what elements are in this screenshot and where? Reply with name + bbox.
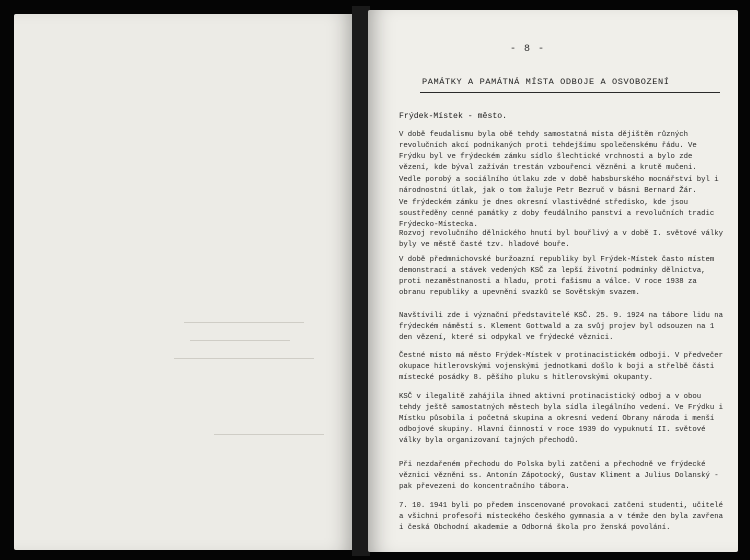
section-subheading: Frýdek-Místek - město. [399,112,508,121]
paragraph: 7. 10. 1941 byli po předem inscenované provokaci zatčeni studenti, učitelé a všichni profesoři místeckého českého gymnasia a v témže den byla zavřena i česká Obchodní akademie a Odborná škola pro ženská povolání. [399,502,724,532]
heading-underline [420,92,720,93]
page-number: - 8 - [510,44,546,55]
bleed-through-line [190,340,290,341]
bleed-through-line [184,322,304,323]
bleed-through-line [174,358,314,359]
page-heading: PAMÁTKY A PAMÁTNÁ MÍSTA ODBOJE A OSVOBOZENÍ [422,77,670,87]
paragraph: V době předmnichovské buržoazní republiky byl Frýdek-Místek často místem demonstrací a stávek vedených KSČ za lepší životní podmínky dělnictva, proti nezaměstnanosti a hladu, proti fašismu a válce. V roce 1938 za obranu republiky a upevnění svazků se Sovětským svazem. [399,256,715,297]
paragraph: KSČ v ilegalitě zahájila ihned aktivní protinacistický odboj a v obou tehdy ještě samostatných městech byla sídla ilegálního vedení. Ve Frýdku i Místku působila i početná skupina a okresní vedení Obrany národa i menší odbojové skupiny. Hlavní činností v roce 1939 do vypuknutí II. světové války byla organizovaní tajných přechodů. [399,393,724,445]
paragraph: Navštívili zde i význační představitelé KSČ. 25. 9. 1924 na tábore lidu na frýdeckém náměstí s. Klement Gottwald a za svůj projev byl odsouzen na 1 den vězení, které si odpykal ve frýdecké věznici. [399,312,724,342]
paragraph: Vedle porobý a sociálního útlaku zde v době habsburského mocnářství byl i národnostní útlak, jak o tom žaluje Petr Bezruč v básni Bernard Žár. [399,176,719,195]
paragraph: Čestné místo má město Frýdek-Místek v protinacistickém odboji. V předvečer okupace hitlerovskými vojenskými jednotkami došlo k boji a střelbě části místecké posádky 8. pěšího pluku s hitlerovskými okupanty. [399,352,724,382]
paragraph: Rozvoj revolučního dělnického hnutí byl bouřlivý a v době I. světové války byly ve městě časté tzv. hladové bouře. [399,230,724,249]
bleed-through-line [214,434,324,435]
paragraph: Při nezdařeném přechodu do Polska byli zatčeni a přechodně ve frýdecké věznici vězněni ss. Antonín Zápotocký, Gustav Kliment a Julius Dolanský - pak převezeni do koncentračního tábora. [399,461,719,491]
paragraph: V době feudalismu byla obě tehdy samostatná místa dějištěm různých revolučních akcí podnikaných proti tehdejšímu společenskému řádu. Ve Frýdku byl ve frýdeckém zámku sídlo šlechtické vrchnosti a bylo zde vězení, kde býval zažíván trestán vzbouřenci vězněni a krutě mučeni. [399,131,697,172]
left-page [14,14,354,550]
paragraph: Ve frýdeckém zámku je dnes okresní vlastivědné středisko, kde jsou soustředěny cenné památky z doby feudálního panství a revolučních tradic Frýdecko-Místecka. [399,199,715,229]
